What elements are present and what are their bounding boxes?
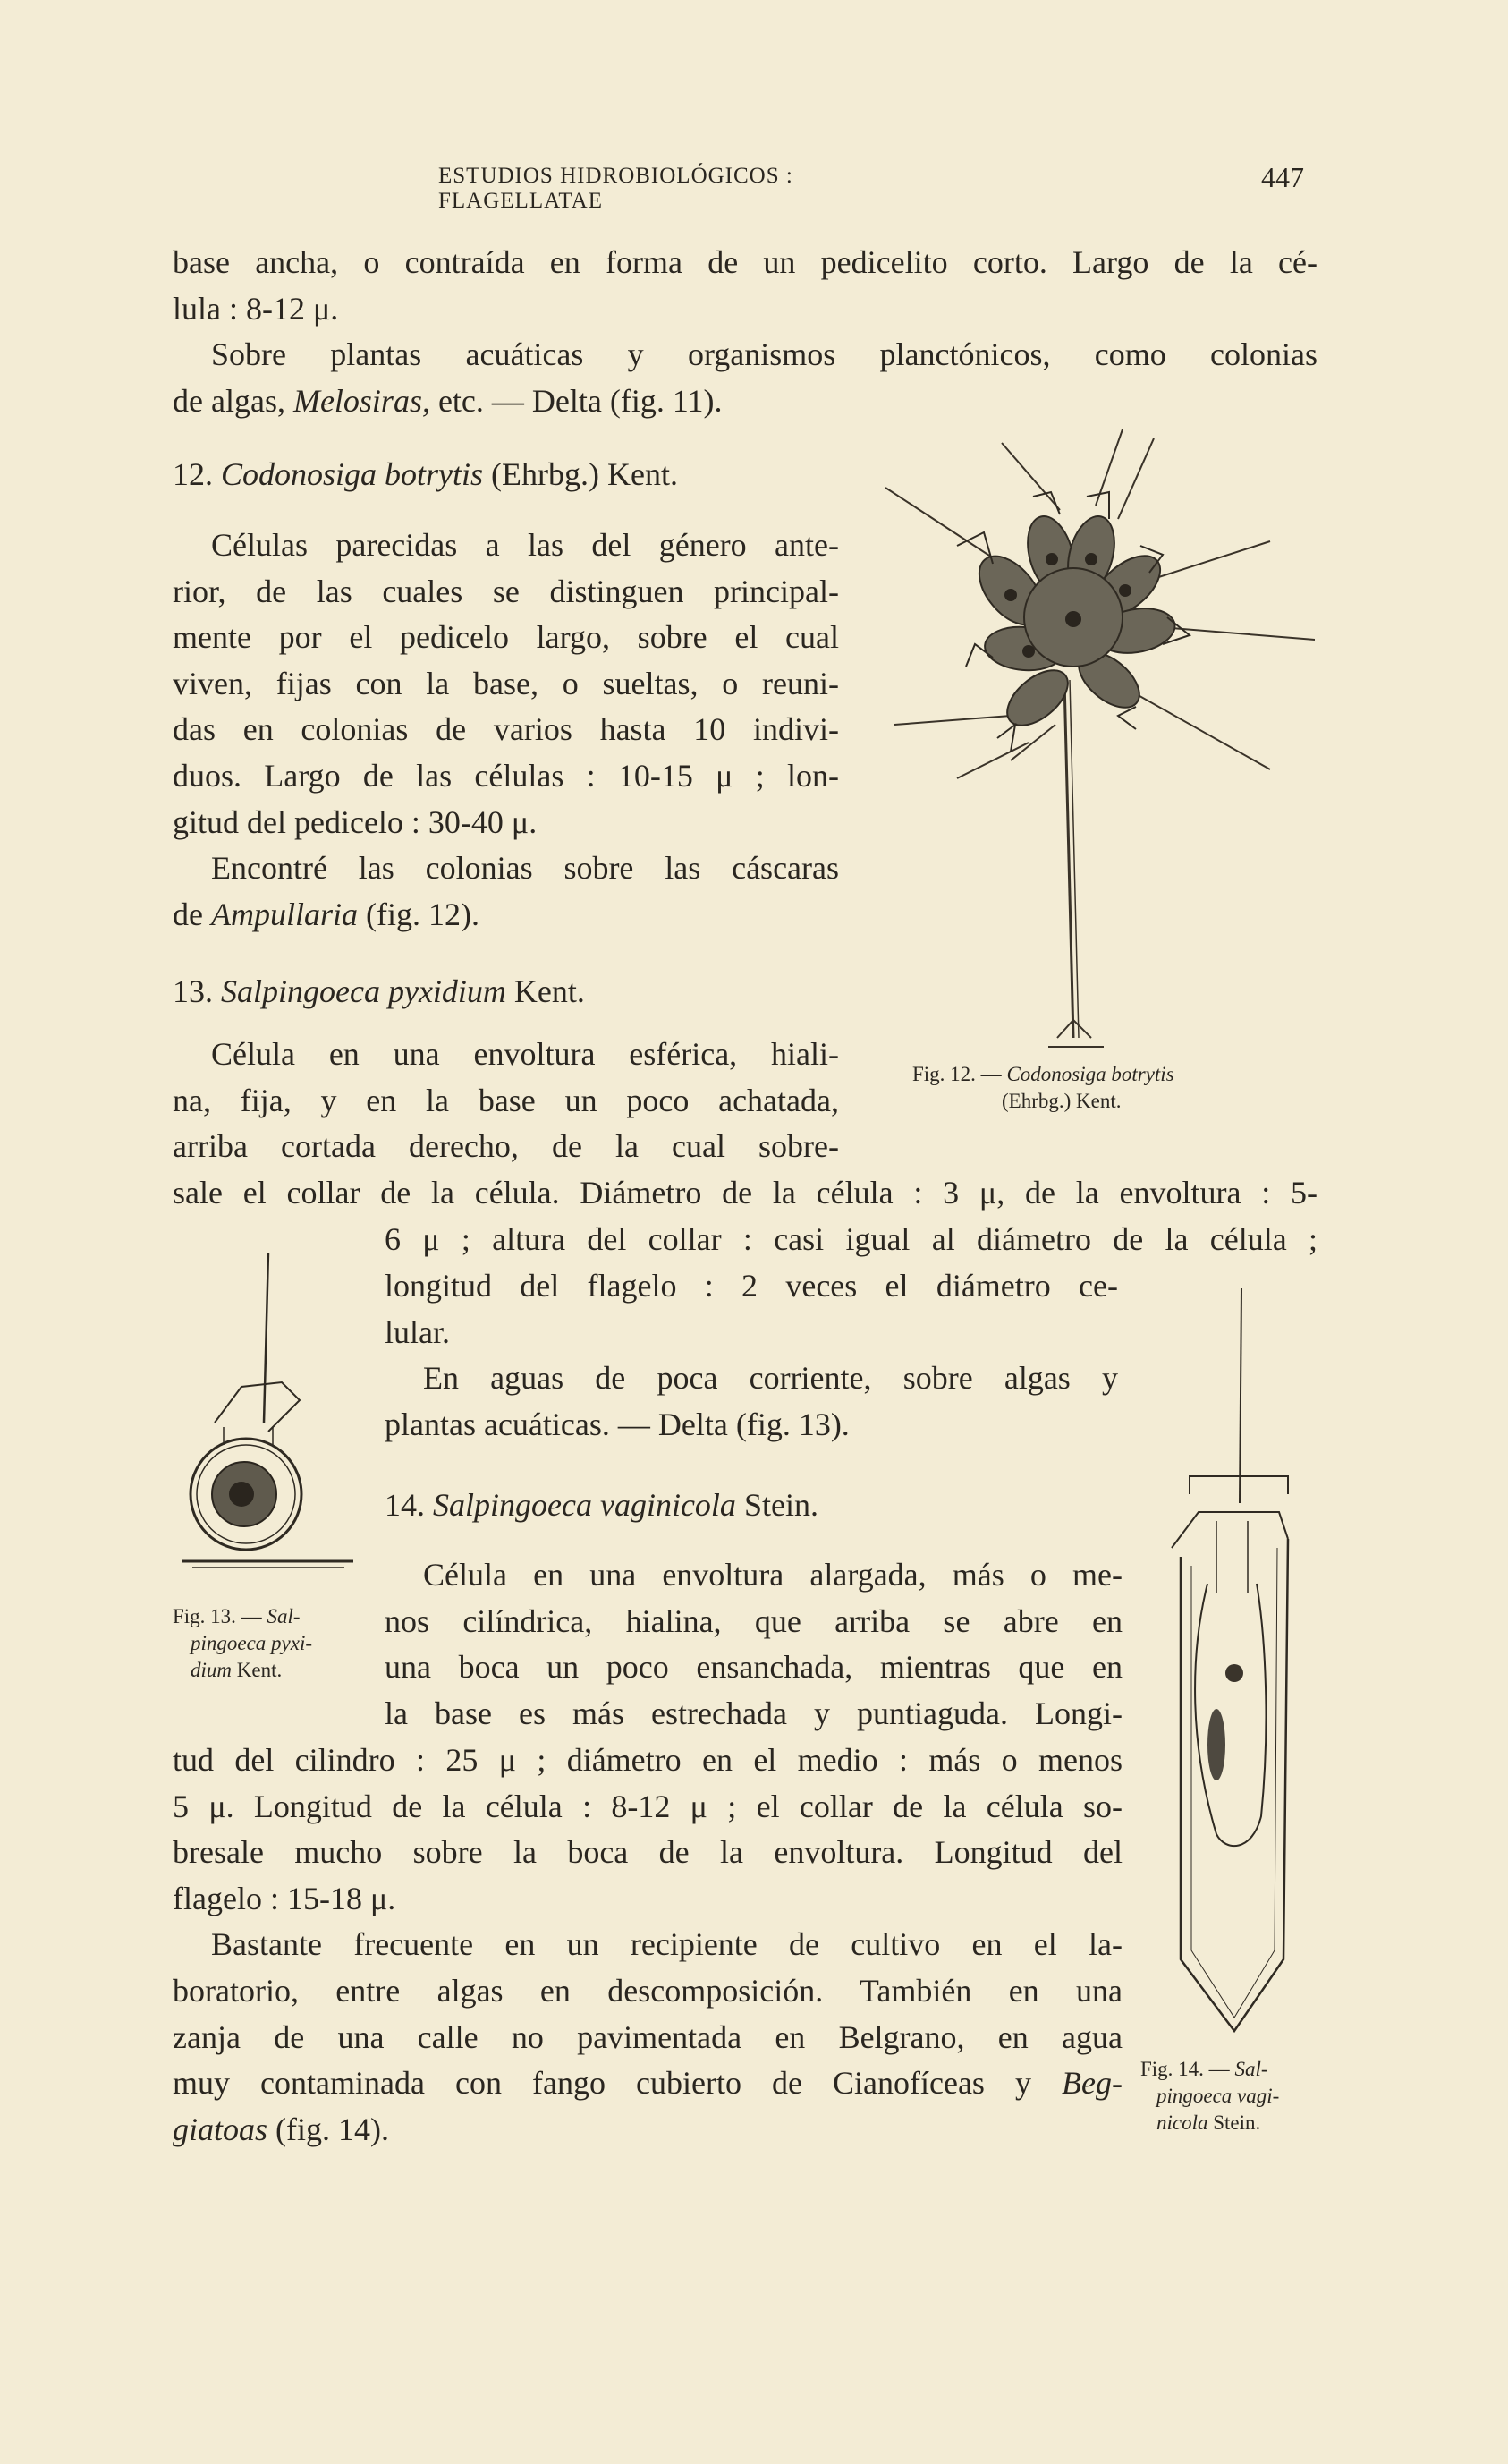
text-line: giatoas (fig. 14). <box>173 2111 389 2147</box>
page-number: 447 <box>1261 161 1304 193</box>
text-line: gitud del pedicelo : 30-40 μ. <box>173 803 538 840</box>
species-name-part: pingoeca pyxi- <box>191 1632 313 1654</box>
species-13-heading: 13. Salpingoeca pyxidium Kent. <box>173 973 585 1009</box>
figure-13-illustration <box>174 1244 362 1584</box>
species-13-description-b <box>173 1170 1317 1217</box>
species-name-part: Sal- <box>1234 2058 1268 2080</box>
text-line: plantas acuáticas. — Delta (fig. 13). <box>385 1406 850 1442</box>
species-13-description-d <box>385 1263 1118 1448</box>
text-line: flagelo : 15-18 μ. <box>173 1880 396 1916</box>
figure-12-illustration <box>850 421 1315 1065</box>
text-line: boratorio, entre algas en descomposición. También en una <box>173 1972 1123 2009</box>
author: (Ehrbg.) Kent. <box>1002 1090 1122 1112</box>
species-13-description-a <box>173 1032 839 1170</box>
text-line: 6 μ ; altura del collar : casi igual al diámetro de la célula ; <box>385 1221 1317 1257</box>
text-line: base ancha, o contraída en forma de un pedicelito corto. Largo de la cé- <box>173 244 1317 280</box>
text-line: tud del cilindro : 25 μ ; diámetro en el medio : más o menos <box>173 1742 1123 1778</box>
species-name-part: dium <box>191 1659 232 1681</box>
text-line: muy contaminada con fango cubierto de Cianofíceas y Beg- <box>173 2065 1123 2102</box>
species-13-description-c <box>385 1217 1317 1263</box>
species-name: Codonosiga botrytis <box>221 456 484 492</box>
text-line: Encontré las colonias sobre las cáscaras <box>211 850 839 887</box>
text-line: sale el collar de la célula. Diámetro de la célula : 3 μ, de la envoltura : 5- <box>173 1175 1317 1211</box>
text-line: Sobre plantas acuáticas y organismos planctónicos, como colonias <box>211 336 1317 373</box>
species-14-heading: 14. Salpingoeca vaginicola Stein. <box>385 1487 818 1523</box>
species-12-heading: 12. Codonosiga botrytis (Ehrbg.) Kent. <box>173 456 678 492</box>
taxon-name: giatoas <box>173 2111 268 2147</box>
text-line: viven, fijas con la base, o sueltas, o reuni- <box>173 665 839 701</box>
text-line: de algas, Melosiras, etc. — Delta (fig. 11). <box>173 382 723 419</box>
text-line: zanja de una calle no pavimentada en Belgrano, en agua <box>173 2018 1123 2055</box>
text-line: mente por el pedicelo largo, sobre el cual <box>173 619 839 656</box>
species-name-part: pingoeca vagi- <box>1156 2085 1280 2107</box>
text-line: nos cilíndrica, hialina, que arriba se abre en <box>385 1602 1123 1639</box>
text-line: Célula en una envoltura alargada, más o me- <box>423 1557 1123 1593</box>
text-line: una boca un poco ensanchada, mientras que en <box>385 1649 1123 1686</box>
text-line: lula : 8-12 μ. <box>173 290 339 327</box>
species-12-description <box>173 523 839 938</box>
text-line: Bastante frecuente en un recipiente de cultivo en el la- <box>211 1926 1123 1963</box>
species-name-part: Sal- <box>267 1605 301 1627</box>
text-line: 5 μ. Longitud de la célula : 8-12 μ ; el collar de la célula so- <box>173 1788 1123 1824</box>
species-name: Salpingoeca vaginicola <box>433 1487 736 1523</box>
text-line: Célula en una envoltura esférica, hiali- <box>211 1036 839 1072</box>
text-line: lular. <box>385 1313 450 1350</box>
intro-paragraph <box>173 240 1317 424</box>
figure-12-caption: Fig. 12. — Codonosiga botrytis (Ehrbg.) Kent. <box>912 1061 1288 1115</box>
text-line: la base es más estrechada y puntiaguda. Longi- <box>385 1695 1123 1731</box>
species-name: Salpingoeca pyxidium <box>221 973 506 1009</box>
text-line: longitud del flagelo : 2 veces el diámetro ce- <box>385 1268 1118 1304</box>
text-line: das en colonias de varios hasta 10 indivi- <box>173 711 839 748</box>
species-name-part: nicola <box>1156 2111 1208 2134</box>
text-line: duos. Largo de las células : 10-15 μ ; lon- <box>173 757 839 794</box>
text-line: arriba cortada derecho, de la cual sobre- <box>173 1128 839 1165</box>
figure-13-caption: Fig. 13. — Sal- pingoeca pyxi- dium Kent. <box>173 1605 313 1681</box>
species-14-description-a <box>385 1552 1123 1737</box>
text-line: rior, de las cuales se distinguen principal- <box>173 573 839 609</box>
text-line: En aguas de poca corriente, sobre algas y <box>423 1360 1118 1397</box>
taxon-name: Beg- <box>1062 2065 1123 2102</box>
taxon-name: Melosiras, <box>292 382 430 419</box>
figure-14-caption: Fig. 14. — Sal- pingoeca vagi- nicola Stein. <box>1140 2058 1280 2134</box>
text-line: de Ampullaria (fig. 12). <box>173 896 479 932</box>
text-line: na, fija, y en la base un poco achatada, <box>173 1082 839 1118</box>
taxon-name: Ampullaria <box>210 896 358 932</box>
text-line: Células parecidas a las del género ante- <box>211 527 839 563</box>
species-14-description-b <box>173 1738 1123 2153</box>
running-header: ESTUDIOS HIDROBIOLÓGICOS : FLAGELLATAE <box>438 164 793 213</box>
figure-14-illustration <box>1154 1279 1315 2049</box>
text-line: bresale mucho sobre la boca de la envoltura. Longitud del <box>173 1834 1123 1871</box>
species-name: Codonosiga botrytis <box>1006 1063 1174 1085</box>
